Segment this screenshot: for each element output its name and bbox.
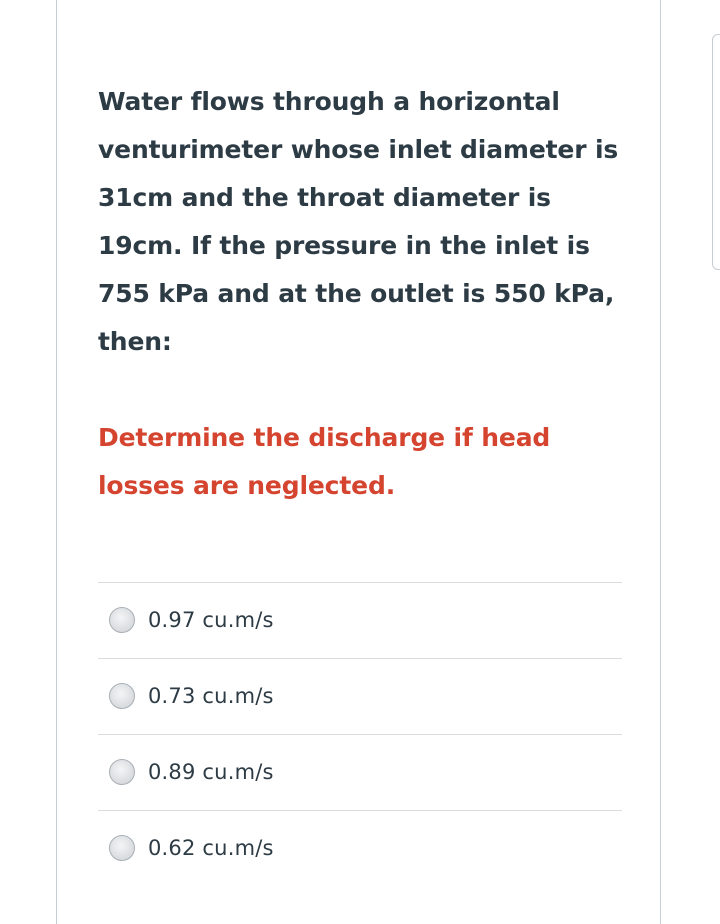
radio-button[interactable] (109, 759, 135, 785)
answer-option[interactable] (98, 734, 622, 810)
question-text: Water flows through a horizontal venturimeter whose inlet diameter is 31cm and the throat diameter is 19cm. If the pressure in the inlet is 755 kPa and at the outlet is 550 kPa, then: (98, 87, 619, 356)
radio-button[interactable] (109, 607, 135, 633)
radio-button[interactable] (109, 683, 135, 709)
radio-button[interactable] (109, 835, 135, 861)
answer-label[interactable]: 0.89 cu.m/s (148, 760, 274, 784)
question-prompt: Determine the discharge if head losses are neglected. (98, 423, 551, 500)
answer-option[interactable] (98, 810, 622, 886)
answer-option[interactable] (98, 658, 622, 734)
answer-label[interactable]: 0.62 cu.m/s (148, 836, 274, 860)
side-panel-edge (712, 34, 720, 270)
answer-option[interactable] (98, 582, 622, 658)
answer-label[interactable]: 0.97 cu.m/s (148, 608, 274, 632)
answer-label[interactable]: 0.73 cu.m/s (148, 684, 274, 708)
answer-list (98, 582, 622, 886)
